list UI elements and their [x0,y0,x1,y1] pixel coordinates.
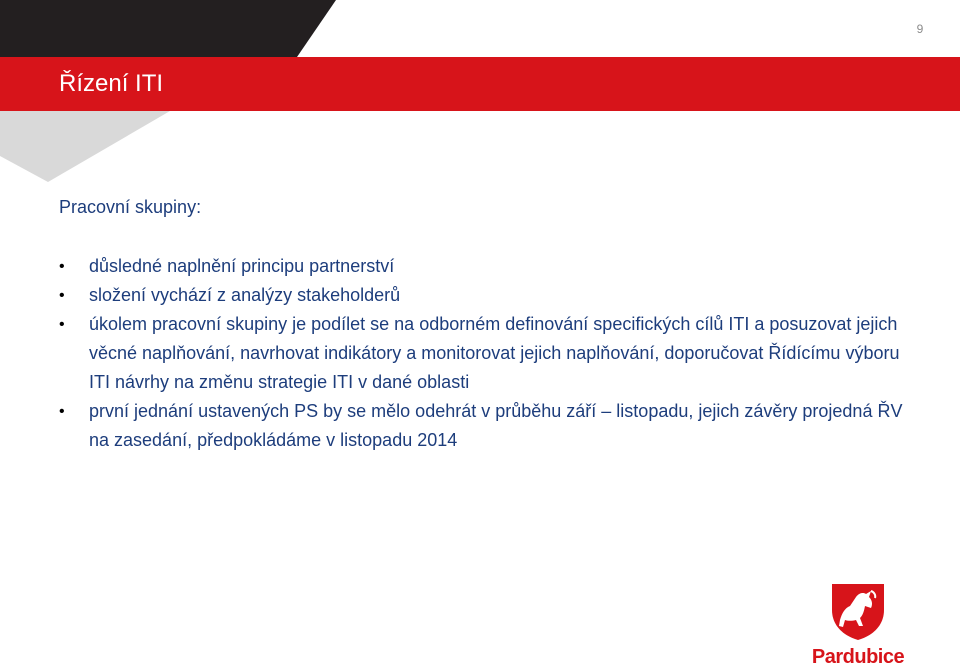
dark-band [0,0,336,57]
section-subtitle: Pracovní skupiny: [59,197,202,217]
page-number: 9 [916,22,924,36]
pardubice-horse-shield-icon [828,580,888,642]
light-wedge [0,111,170,182]
bullet-item: • důsledné naplnění principu partnerství [59,252,909,281]
bullet-item: • úkolem pracovní skupiny je podílet se na odborném definování specifických cílů ITI a posuzovat jejich věcné naplňování, navrhovat indikátory a monitorovat jejich naplňování, doporučovat Řídícímu výboru ITI návrhy na změnu strategie ITI v dané oblasti [59,310,909,397]
slide-title: Řízení ITI [59,70,164,97]
bullet-item: • složení vychází z analýzy stakeholderů [59,281,909,310]
bullet-item: • první jednání ustavených PS by se mělo odehrát v průběhu září – listopadu, jejich závěry projedná ŘV na zasedání, předpokládáme v listopadu 2014 [59,397,909,455]
logo-text: Pardubice [811,646,905,668]
bullet-list [59,252,909,455]
